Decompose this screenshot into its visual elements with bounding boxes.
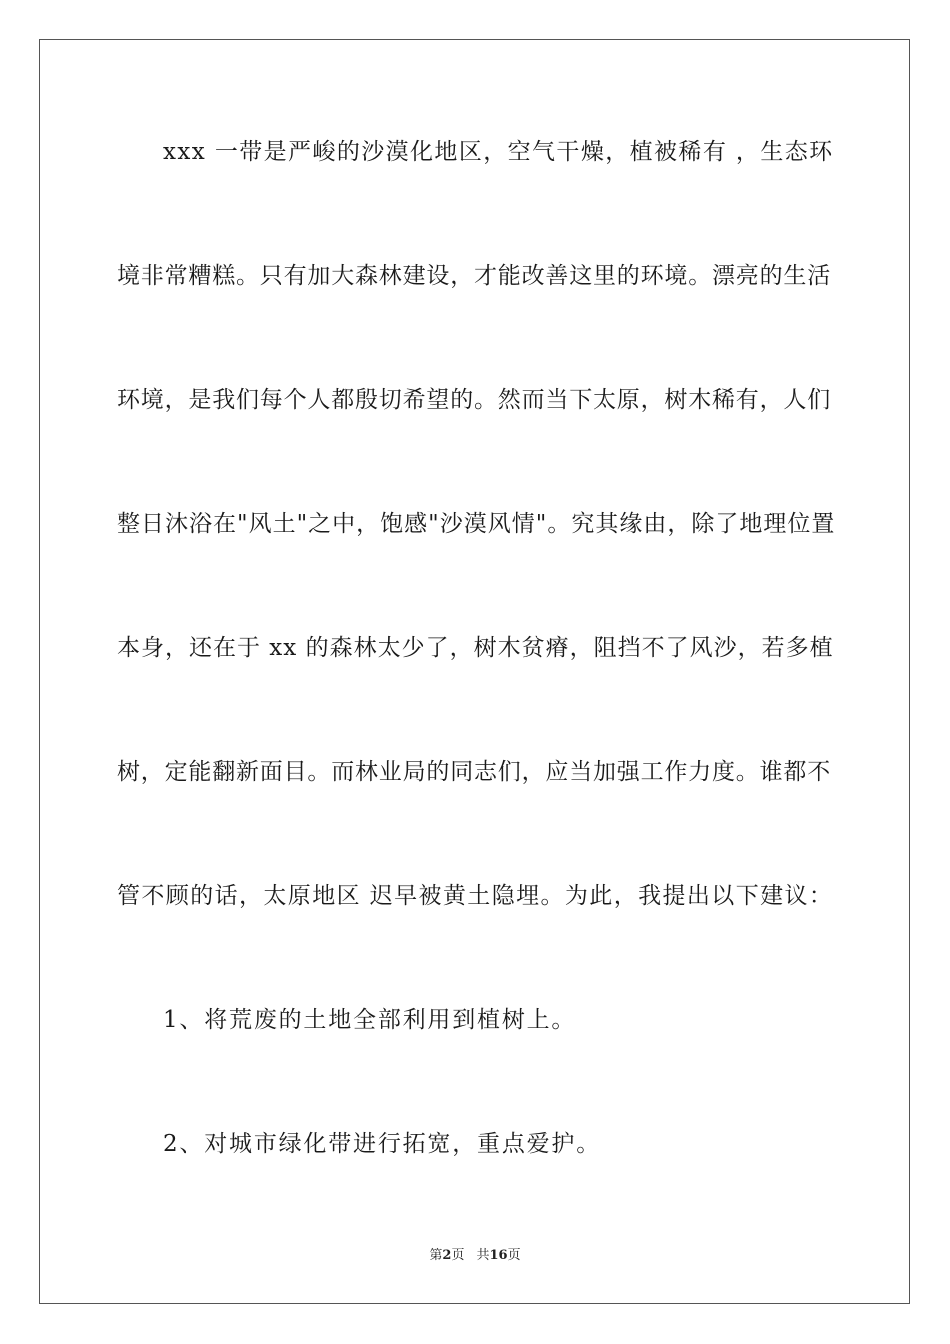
paragraph-line: 树，定能翻新面目。而林业局的同志们，应当加强工作力度。谁都不 [117, 759, 831, 785]
paragraph-line: 环境，是我们每个人都殷切希望的。然而当下太原，树木稀有，人们 [117, 387, 831, 413]
page-footer [0, 1247, 950, 1265]
page-label-prefix: 第 [429, 1248, 443, 1263]
page-label-suffix: 页 [451, 1248, 465, 1263]
paragraph-line: xxx 一带是严峻的沙漠化地区，空气干燥，植被稀有 ，生态环 [163, 139, 834, 165]
paragraph-line: 管不顾的话，太原地区 迟早被黄土隐埋。为此，我提出以下建议： [117, 883, 834, 909]
page-border [39, 39, 910, 1304]
page-number: 2 [442, 1248, 452, 1263]
total-label-suffix: 页 [507, 1248, 521, 1263]
list-item: 1、将荒废的土地全部利用到植树上。 [163, 1007, 577, 1033]
total-pages: 16 [489, 1248, 508, 1263]
paragraph-line: 境非常糟糕。只有加大森林建设，才能改善这里的环境。漂亮的生活 [117, 263, 831, 289]
list-item: 2、对城市绿化带进行拓宽，重点爱护。 [163, 1131, 602, 1157]
total-label-prefix: 共 [476, 1248, 490, 1263]
paragraph-line: 本身，还在于 xx 的森林太少了，树木贫瘠，阻挡不了风沙，若多植 [117, 635, 834, 661]
paragraph-line: 整日沐浴在"风土"之中，饱感"沙漠风情"。究其缘由，除了地理位置 [117, 511, 836, 537]
